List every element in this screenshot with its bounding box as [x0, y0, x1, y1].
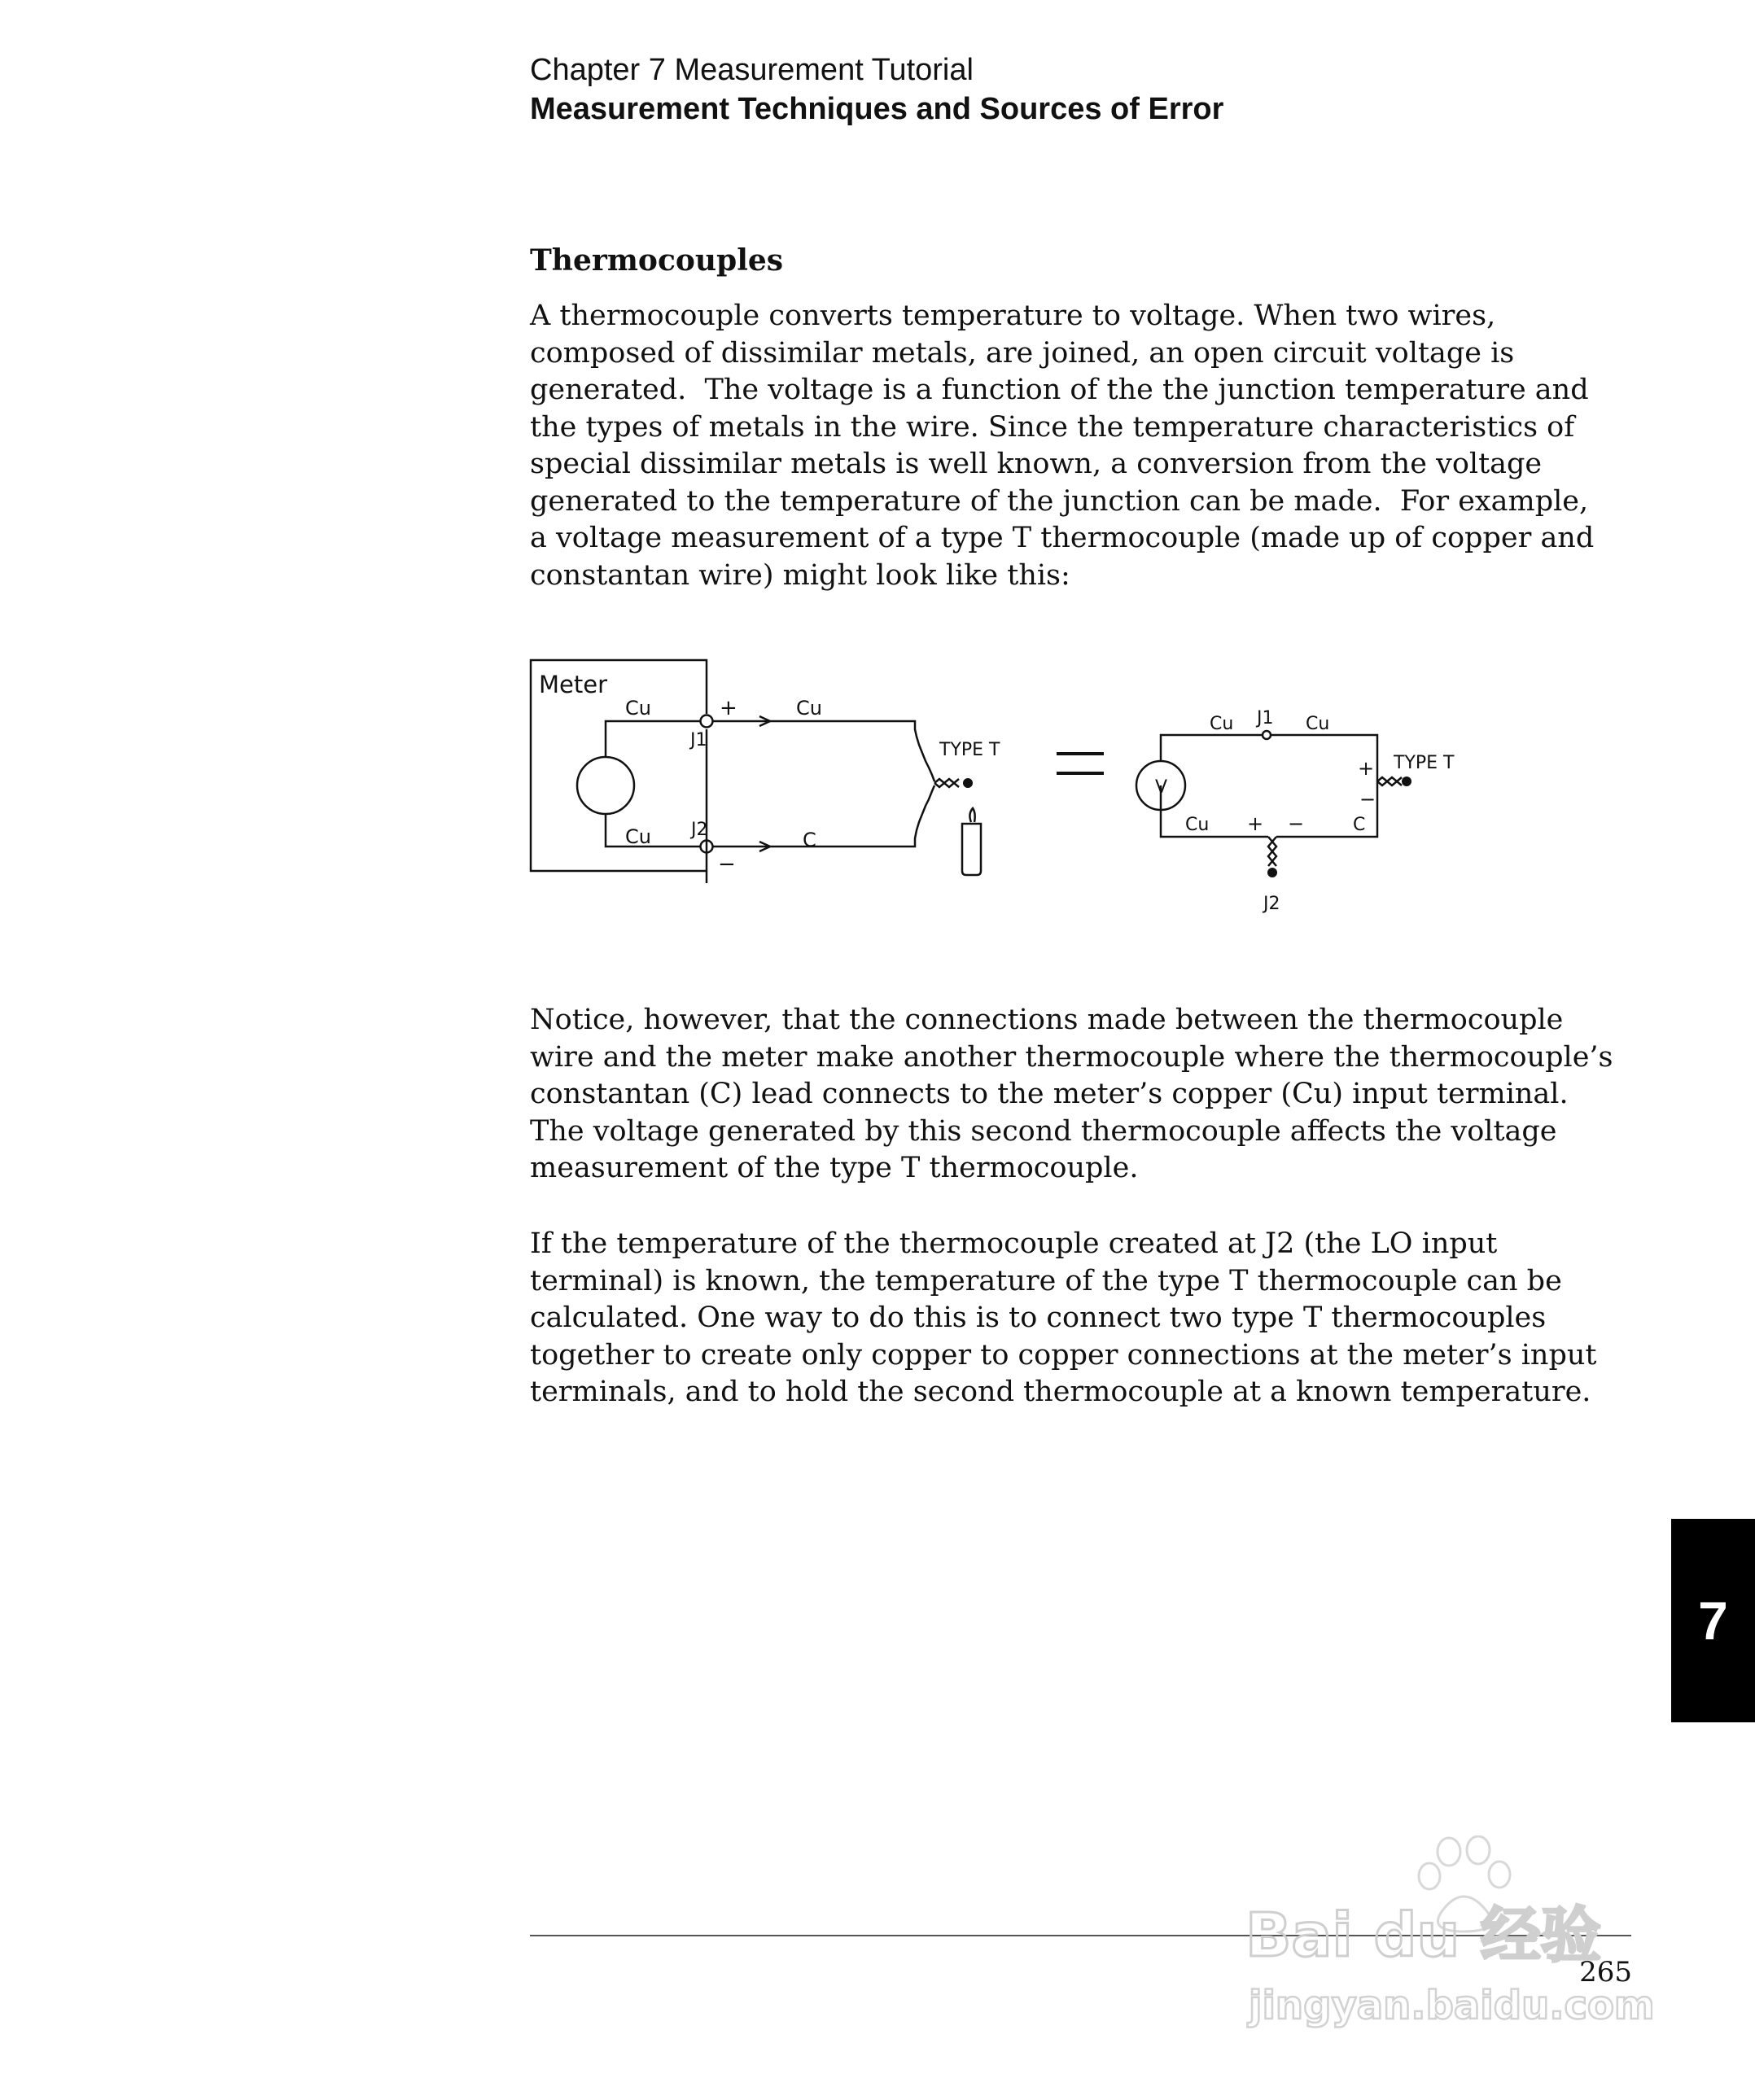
wire-top-cu — [606, 721, 700, 757]
label-cu: Cu — [625, 825, 651, 848]
meter-label: Meter — [539, 671, 607, 698]
text-line: generated to the temperature of the junction can be made. For example, — [530, 484, 1589, 518]
section-heading: Thermocouples — [530, 243, 784, 278]
text-line: composed of dissimilar metals, are joined, an open circuit voltage is — [530, 336, 1515, 370]
text-line: If the temperature of the thermocouple created at J2 (the LO input — [530, 1227, 1498, 1260]
text-line: the types of metals in the wire. Since the temperature characteristics of — [530, 410, 1575, 444]
label-j1: J1 — [1257, 708, 1274, 728]
label-plus: + — [1358, 757, 1375, 780]
watermark-url: jingyan.baidu.com — [1249, 1983, 1652, 2028]
wire-top-right — [713, 721, 934, 781]
label-plus: + — [720, 696, 737, 720]
label-plus: + — [1247, 812, 1264, 835]
meter-circle — [577, 757, 634, 814]
thermocouple-junction-2 — [934, 783, 959, 787]
text-line: generated. The voltage is a function of the the junction temperature and — [530, 374, 1589, 406]
text-line: special dissimilar metals is well known, a conversion from the voltage — [530, 448, 1543, 480]
paw-toe — [1467, 1836, 1490, 1864]
type-t-junction — [1377, 777, 1402, 781]
equals-sign — [1057, 752, 1104, 775]
label-cu: Cu — [796, 697, 822, 720]
text-line: measurement of the type T thermocouple. — [530, 1152, 1139, 1184]
terminal-j1 — [701, 715, 713, 728]
wire-bottom-right — [713, 785, 934, 847]
label-cu: Cu — [625, 697, 651, 720]
text-line: calculated. One way to do this is to connect two type T thermocouples — [530, 1302, 1547, 1334]
label-j2: J2 — [691, 820, 708, 840]
text-line: A thermocouple converts temperature to voltage. When two wires, — [530, 300, 1496, 332]
type-t-junction-2 — [1377, 781, 1402, 785]
paragraph-notice — [530, 1002, 1653, 1188]
label-cu: Cu — [1185, 815, 1210, 835]
j2-junction-2 — [1272, 837, 1276, 866]
label-type-t: TYPE T — [939, 740, 1000, 760]
junction-dot-j2 — [1267, 868, 1277, 877]
circuit-diagram — [527, 651, 1488, 920]
chapter-tab: 7 — [1671, 1519, 1755, 1722]
label-cu: Cu — [1306, 714, 1330, 734]
page-number: 265 — [1579, 1956, 1632, 1988]
label-minus: − — [1288, 812, 1305, 835]
paw-toe — [1489, 1862, 1510, 1888]
text-line: terminal) is known, the temperature of the type T thermocouple can be — [530, 1264, 1562, 1297]
text-line: constantan wire) might look like this: — [530, 558, 1070, 592]
paragraph-intro — [530, 298, 1653, 594]
text-line: wire and the meter make another thermocouple where the thermocouple’s — [530, 1040, 1613, 1074]
label-cu: Cu — [1210, 714, 1234, 734]
section-title: Measurement Techniques and Sources of Error — [530, 92, 1224, 126]
paw-toe — [1438, 1838, 1460, 1866]
label-minus: − — [718, 852, 736, 877]
chapter-title: Chapter 7 Measurement Tutorial — [530, 53, 974, 87]
thermocouple-junction — [934, 779, 959, 783]
baidu-watermark — [1245, 1835, 1652, 2043]
label-minus: − — [1359, 788, 1376, 811]
label-j1: J1 — [690, 730, 707, 750]
equals-bar-top — [1057, 752, 1104, 755]
wire-top-left — [1161, 735, 1263, 761]
paw-toe — [1419, 1863, 1440, 1889]
label-v: V — [1155, 777, 1168, 798]
label-type-t: TYPE T — [1394, 753, 1455, 773]
page-header — [530, 50, 1223, 129]
watermark-graphic — [1245, 1835, 1652, 2043]
paragraph-j2-temperature — [530, 1226, 1653, 1411]
equals-bar-bottom — [1057, 772, 1104, 775]
junction-dot-right — [1402, 777, 1411, 786]
text-line: constantan (C) lead connects to the meter’s copper (Cu) input terminal. — [530, 1078, 1569, 1110]
text-line: a voltage measurement of a type T thermocouple (made up of copper and — [530, 522, 1595, 554]
text-line: terminals, and to hold the second thermocouple at a known temperature. — [530, 1376, 1591, 1408]
thermocouple-circuit-figure — [527, 651, 1488, 920]
label-c: C — [803, 829, 816, 851]
text-line: Notice, however, that the connections made between the thermocouple — [530, 1004, 1564, 1036]
junction-dot-left — [963, 778, 973, 788]
text-line: together to create only copper to copper connections at the meter’s input — [530, 1338, 1597, 1372]
watermark-brand: Bai du 经验 — [1245, 1901, 1601, 1971]
candle-flame — [969, 808, 974, 822]
label-c: C — [1353, 815, 1366, 835]
junction-j1 — [1263, 731, 1271, 739]
text-line: The voltage generated by this second thermocouple affects the voltage — [530, 1114, 1557, 1148]
label-j2: J2 — [1263, 894, 1280, 914]
candle-body — [962, 824, 981, 875]
wire-bottom-cu — [606, 814, 700, 847]
